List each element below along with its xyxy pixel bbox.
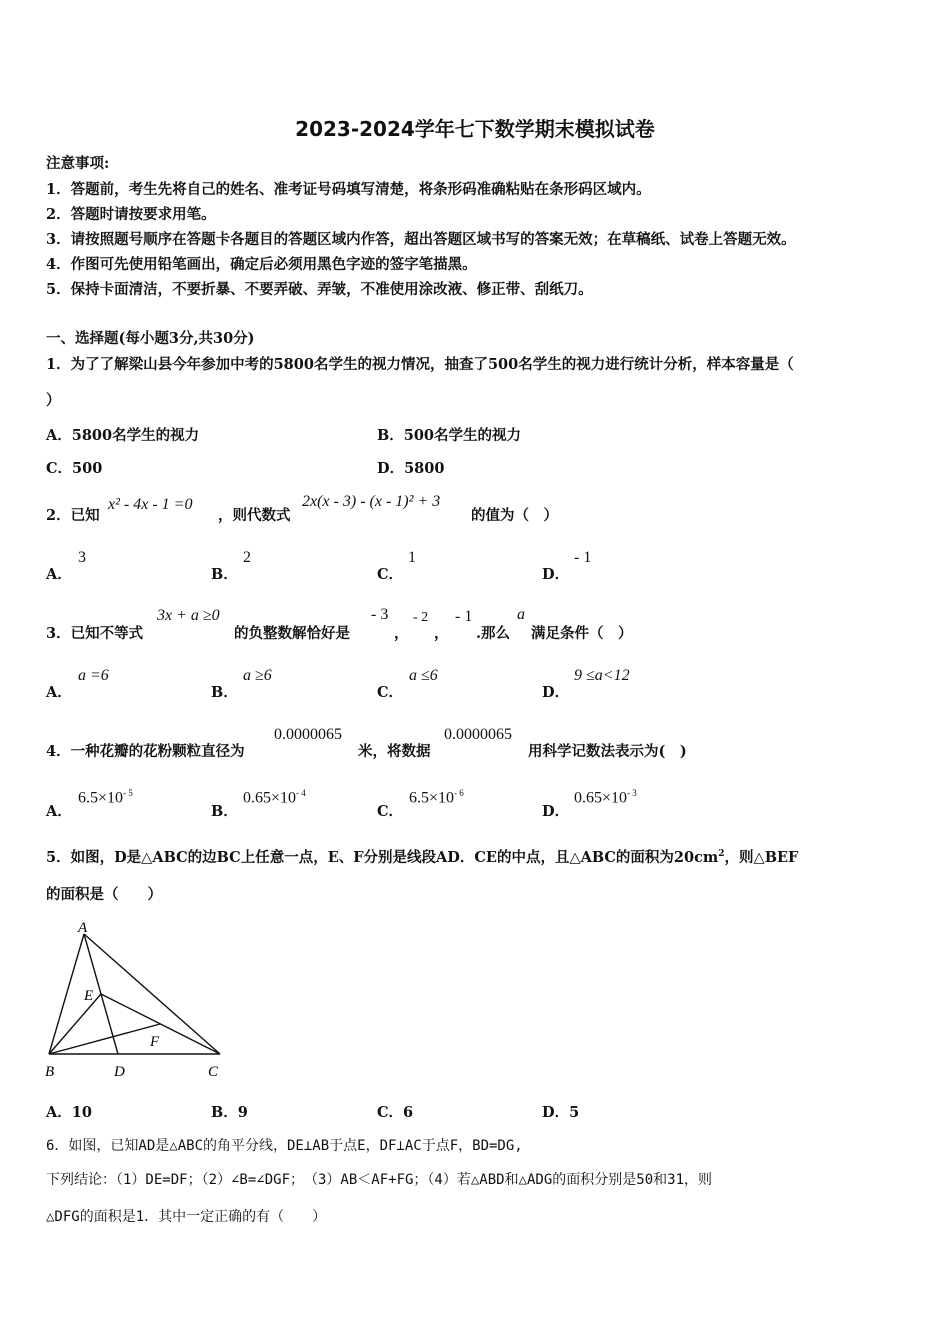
fig-label-c: C — [208, 1064, 219, 1080]
q4-option-d-exponent: - 3 — [627, 788, 637, 798]
q2-option-b-label: B． — [211, 566, 238, 583]
fig-label-e: E — [84, 988, 94, 1004]
fig-label-f: F — [150, 1034, 160, 1050]
q3-option-c-label: C． — [377, 684, 404, 701]
fig-segment-ab — [49, 934, 84, 1054]
q3-solution-1: - 3 — [371, 606, 389, 623]
q4-option-a-label: A． — [46, 803, 72, 820]
q2-option-d-label: D． — [542, 566, 570, 583]
q1-option-b: B．500名学生的视力 — [377, 427, 522, 444]
notice-item: 3．请按照题号顺序在答题卡各题目的答题区域内作答，超出答题区域书写的答案无效；在草稿纸、试卷上答题无效。 — [46, 231, 796, 248]
q5-option-d: D．5 — [542, 1104, 580, 1121]
fig-label-d: D — [114, 1064, 125, 1080]
fig-label-b: B — [45, 1064, 55, 1080]
q4-option-d-label: D． — [542, 803, 570, 820]
q2-option-c-value: 1 — [408, 549, 416, 566]
q5-unit-superscript: 2 — [718, 849, 725, 860]
q2-option-a-label: A． — [46, 566, 72, 583]
question-5-text-cont: 的面积是（ ） — [46, 886, 162, 903]
q4-number: 0.0000065 — [274, 726, 342, 743]
question-3-mid2: .那么 — [476, 625, 511, 642]
question-4-prefix: 4．一种花瓣的花粉颗粒直径为 — [46, 743, 245, 760]
question-1-text: 1．为了了解梁山县今年参加中考的5800名学生的视力情况，抽查了500名学生的视力进行统计分析，样本容量是（ — [46, 356, 794, 373]
question-6-text: 6．如图，已知AD是△ABC的角平分线，DE⊥AB于点E，DF⊥AC于点F，BD=DG, — [46, 1138, 523, 1154]
q3-variable: a — [517, 606, 525, 623]
q3-inequality: 3x + a ≥0 — [157, 607, 220, 624]
q3-solution-2: - 2 — [413, 610, 429, 625]
question-3-prefix: 3．已知不等式 — [46, 625, 144, 642]
question-3-suffix: 满足条件（ ） — [531, 625, 633, 642]
question-6-text-cont: △DFG的面积是1．其中一定正确的有（ ） — [46, 1209, 327, 1225]
question-4-suffix: 用科学记数法表示为( ) — [528, 743, 687, 760]
q3-separator: ， — [434, 625, 449, 642]
q4-option-b-mantissa: 0.65×10 — [243, 789, 297, 807]
notice-heading: 注意事项: — [46, 155, 110, 172]
q3-option-b-label: B． — [211, 684, 238, 701]
q4-number: 0.0000065 — [444, 726, 512, 743]
fig-segment-ec — [101, 994, 220, 1054]
q1-option-c: C．500 — [46, 460, 103, 477]
question-2-mid: ，则代数式 — [218, 507, 291, 524]
q1-option-a: A．5800名学生的视力 — [46, 427, 200, 444]
q3-option-c-value: a ≤6 — [409, 667, 438, 684]
question-1-text-cont: ） — [46, 392, 61, 409]
q5-option-b: B．9 — [211, 1104, 248, 1121]
triangle-figure — [40, 918, 240, 1083]
q2-option-d-value: - 1 — [574, 549, 592, 566]
q4-option-a-mantissa: 6.5×10 — [78, 789, 124, 807]
q5-option-c: C．6 — [377, 1104, 414, 1121]
question-6-text-cont: 下列结论：（1）DE=DF；（2）∠B=∠DGF； （3）AB＜AF+FG；（4）若△ABD和△ADG的面积分别是50和31，则 — [46, 1172, 713, 1188]
q4-option-c-label: C． — [377, 803, 404, 820]
q4-option-c-exponent: - 6 — [454, 788, 464, 798]
question-4-mid: 米，将数据 — [358, 743, 431, 760]
q2-equation: x² - 4x - 1 =0 — [108, 496, 193, 513]
q4-option-a-exponent: - 5 — [123, 788, 133, 798]
fig-segment-bf — [49, 1024, 160, 1054]
q2-expression: 2x(x - 3) - (x - 1)² + 3 — [302, 493, 441, 510]
q4-option-c-mantissa: 6.5×10 — [409, 789, 455, 807]
q3-option-d-value: 9 ≤a<12 — [574, 667, 630, 684]
q3-separator: ， — [394, 625, 409, 642]
notice-item: 2．答题时请按要求用笔。 — [46, 206, 216, 223]
q5-option-a: A．10 — [46, 1104, 92, 1121]
fig-label-a: A — [78, 920, 88, 936]
notice-item: 1．答题前，考生先将自己的姓名、准考证号码填写清楚，将条形码准确粘贴在条形码区域内。 — [46, 181, 651, 198]
question-2-prefix: 2．已知 — [46, 507, 100, 524]
q2-option-a-value: 3 — [78, 549, 86, 566]
q3-option-a-value: a =6 — [78, 667, 109, 684]
notice-item: 5．保持卡面清洁，不要折暴、不要弄破、弄皱，不准使用涂改液、修正带、刮纸刀。 — [46, 281, 593, 298]
q4-option-d-mantissa: 0.65×10 — [574, 789, 628, 807]
question-5-text-tail: ，则△BEF — [724, 849, 799, 866]
notice-item: 4．作图可先使用铅笔画出，确定后必须用黑色字迹的签字笔描黑。 — [46, 256, 477, 273]
q3-option-a-label: A． — [46, 684, 72, 701]
q2-option-b-value: 2 — [243, 549, 251, 566]
question-2-suffix: 的值为（ ） — [471, 507, 558, 524]
question-5-text: 5．如图，D是△ABC的边BC上任意一点，E、F分别是线段AD．CE的中点，且△ABC的面积为20cm — [46, 849, 719, 866]
q3-option-d-label: D． — [542, 684, 570, 701]
q4-option-b-exponent: - 4 — [296, 788, 306, 798]
question-3-mid: 的负整数解恰好是 — [234, 625, 350, 642]
q3-solution-3: - 1 — [455, 608, 473, 625]
q3-option-b-value: a ≥6 — [243, 667, 272, 684]
fig-segment-be — [49, 994, 101, 1054]
page-title: 2023-2024学年七下数学期末模拟试卷 — [295, 117, 655, 141]
q4-option-b-label: B． — [211, 803, 238, 820]
q2-option-c-label: C． — [377, 566, 404, 583]
section-heading: 一、选择题(每小题3分,共30分) — [46, 330, 255, 347]
q1-option-d: D．5800 — [377, 460, 445, 477]
